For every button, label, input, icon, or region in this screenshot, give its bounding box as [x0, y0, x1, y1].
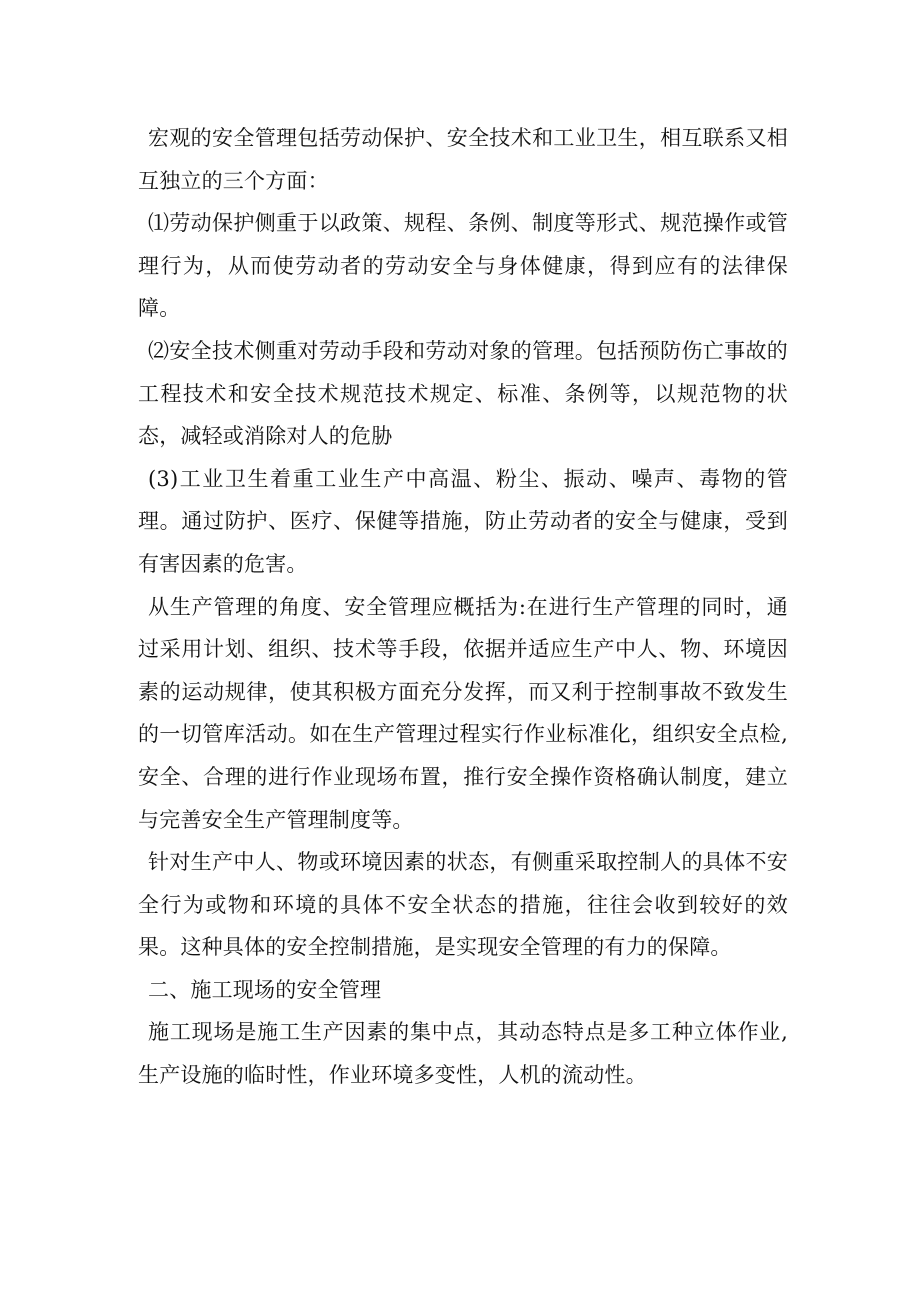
paragraph-macro-safety: 宏观的安全管理包括劳动保护、安全技术和工业卫生，相互联系又相互独立的三个方面： — [138, 126, 788, 193]
section-heading-site-safety: 二、施工现场的安全管理 — [148, 977, 382, 1002]
document-body — [138, 117, 788, 1097]
paragraph-safety-technology: ⑵安全技术侧重对劳动手段和劳动对象的管理。包括预防伤亡事故的工程技术和安全技术规范技术规定、标准、条例等，以规范物的状态，减轻或消除对人的危胁 — [138, 338, 788, 449]
paragraph-construction-site: 施工现场是施工生产因素的集中点，其动态特点是多工种立体作业,生产设施的临时性，作业环境多变性，人机的流动性。 — [138, 1020, 788, 1088]
paragraph-production-management: 从生产管理的角度、安全管理应概括为:在进行生产管理的同时，通过采用计划、组织、技术等手段，依据并适应生产中人、物、环境因素的运动规律，使其积极方面充分发挥，而又利于控制事故不致发生的一切管库活动。如在生产管理过程实行作业标准化，组织安全点检,安全、合理的进行作业现场布置，推行安全操作资格确认制度，建立与完善安全生产管理制度等。 — [138, 594, 788, 832]
paragraph-industrial-hygiene: (3)工业卫生着重工业生产中高温、粉尘、振动、噪声、毒物的管理。通过防护、医疗、保健等措施，防止劳动者的安全与健康，受到有害因素的危害。 — [138, 466, 788, 576]
paragraph-control-measures: 针对生产中人、物或环境因素的状态，有侧重采取控制人的具体不安全行为或物和环境的具体不安全状态的措施，往往会收到较好的效果。这种具体的安全控制措施，是实现安全管理的有力的保障。 — [138, 850, 788, 960]
paragraph-labor-protection: ⑴劳动保护侧重于以政策、规程、条例、制度等形式、规范操作或管理行为，从而使劳动者的劳动安全与身体健康，得到应有的法律保障。 — [138, 211, 788, 321]
